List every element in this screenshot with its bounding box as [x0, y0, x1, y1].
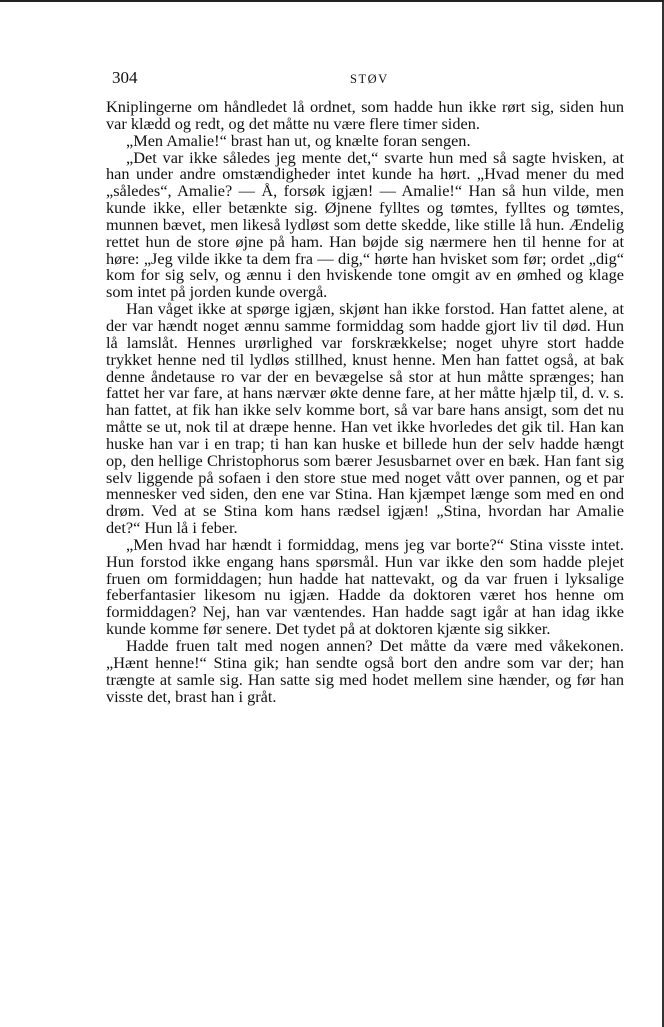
- paragraph: „Det var ikke således jeg mente det,“ svarte hun med så sagte hvisken, at han under andre omstændigheder intet kunde ha hørt. „Hvad mener du med „således“, Amalie? — Å, forsøk igjæn! — Amalie!“ Han så hun vilde, men kunde ikke, eller betænkte sig. Øjnene fylltes og tømtes, fylltes og tømtes, munnen bævet, men likeså lydløst som dette skedde, like stille lå hun. Ændelig rettet hun de store øjne på ham. Han bøjde sig nærmere hen til henne for at høre: „Jeg vilde ikke ta dem fra — dig,“ hørte han hvisket som før; ordet „dig“ kom for sig selv, og ænnu i den hviskende tone omgit av en ømhed og klage som intet på jorden kunde overgå.: [106, 147, 624, 302]
- paragraph: Han våget ikke at spørge igjæn, skjønt han ikke forstod. Han fattet alene, at der var hændt noget ænnu samme formiddag som hadde gjort liv til død. Hun lå lamslåt. Hennes urørlighed var forskrækkelse; noget uhyre stort hadde trykket henne ned til lydløs stillhed, knust henne. Men han fattet også, at bak denne åndetause ro var der en bevægelse så stor at hun måtte sprænges; han fattet her var fare, at hans nærvær økte denne fare, at her måtte hjælp til, d. v. s. han fattet, at fik han ikke selv komme bort, så var bare hans ansigt, som det nu måtte se ut, nok til at dræpe henne. Han vet ikke hvorledes det gik til. Han kan huske han var i en trap; ti han kan huske et billede hun der selv hadde hængt op, den hellige Christophorus som bærer Jesusbarnet over en bæk. Han fant sig selv liggende på sofaen i den store stue med noget vått over pannen, og et par mennesker ved siden, den ene var Stina. Han kjæmpet længe som med en ond drøm. Ved at se Stina kom hans rædsel igjæn! „Stina, hvordan har Amalie det?“ Hun lå i feber.: [106, 299, 624, 538]
- running-title: STØV: [350, 72, 389, 86]
- body-text: [106, 99, 624, 705]
- page-number: 304: [112, 68, 138, 87]
- paragraph: Kniplingerne om håndledet lå ordnet, som hadde hun ikke rørt sig, siden hun var klædd og redt, og det måtte nu være flere timer siden.: [106, 97, 624, 133]
- paragraph: Hadde fruen talt med nogen annen? Det måtte da være med våkekonen. „Hænt henne!“ Stina gik; han sendte også bort den andre som var der; han trængte at samle sig. Han satte sig med hodet mellem sine hænder, og før han visste det, brast han i gråt.: [106, 636, 624, 706]
- paragraph: „Men Amalie!“ brast han ut, og knælte foran sengen.: [126, 130, 471, 150]
- page-header: [112, 68, 624, 88]
- paragraph: „Men hvad har hændt i formiddag, mens jeg var borte?“ Stina visste intet. Hun forstod ikke engang hans spørsmål. Hun var ikke den som hadde plejet fruen om formiddagen; hun hadde hat nattevakt, og da var fruen i lyksalige feberfantasier likesom nu igjæn. Hadde da doktoren været hos henne om formiddagen? Nej, han var væntendes. Han hadde sagt igår at han idag ikke kunde komme før senere. Det tydet på at doktoren kjænte sig sikker.: [106, 534, 624, 639]
